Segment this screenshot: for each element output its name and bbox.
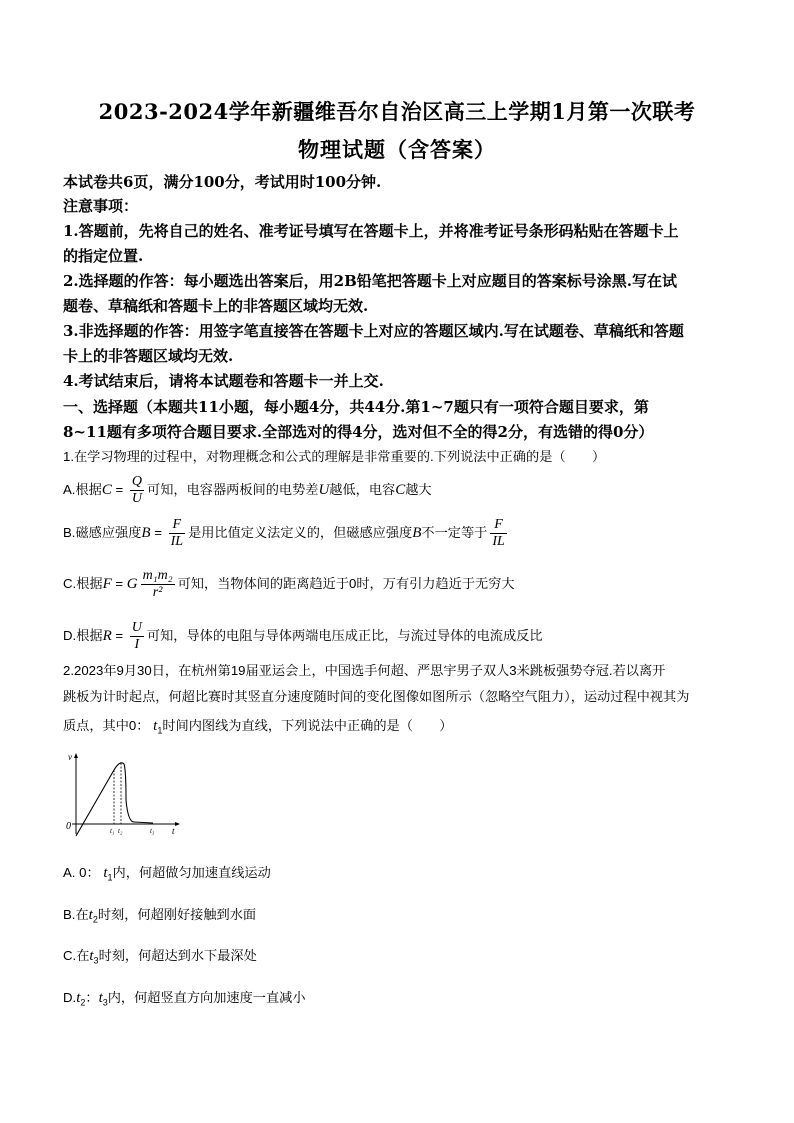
fraction-denominator: IL: [492, 534, 505, 550]
option-label: A.根据: [63, 482, 102, 497]
stem-text: 时间内图线为直线，下列说法中正确的是（ ）: [162, 718, 453, 733]
q2-option-a: [63, 863, 271, 888]
math-var: t: [76, 990, 81, 1006]
section-heading: 一、选择题（本题共11小题，每小题4分，共44分.第1~7题只有一项符合题目要求，第: [63, 398, 649, 416]
intro-text: 本试卷共6页，满分100分，考试用时100分钟.: [63, 173, 382, 191]
x-axis-label: t: [172, 826, 175, 836]
notice-line: 的指定位置.: [63, 247, 144, 265]
velocity-curve: [76, 763, 153, 836]
math-var: U: [318, 482, 330, 498]
t1-label: t₁: [110, 827, 115, 835]
option-label: B.磁感应强度: [63, 525, 142, 540]
option-label: C.根据: [63, 576, 103, 591]
subscript: 2: [80, 997, 86, 1008]
fraction-denominator: IL: [170, 534, 184, 550]
notice-line: 1.答题前，先将自己的姓名、准考证号填写在答题卡上，并将准考证号条形码粘贴在答题卡上: [63, 222, 679, 240]
origin-label: 0: [66, 821, 71, 832]
math-var: B: [141, 525, 151, 541]
fraction: [130, 474, 144, 507]
math-var: F: [102, 576, 112, 592]
fraction-denominator: U: [131, 491, 143, 507]
fraction-numerator: U: [131, 620, 142, 636]
option-text: 不一定等于: [421, 525, 488, 540]
fraction-denominator: I: [134, 637, 140, 653]
option-text: 是用比值定义法定义的，但磁感应强度: [188, 525, 413, 540]
q1-option-d: D.根据R = $\frac{U}{I}$ 可知，导体的电阻与导体两端电压成正比，与流过导体的电流成反比: [63, 620, 543, 653]
fraction: [169, 517, 185, 550]
option-label: D.根据: [63, 628, 103, 643]
q1-option-a: A.根据C = $\frac{Q}{U}$ 可知，电容器两板间的电势差U越低，电容C越大: [63, 474, 432, 507]
subscript: 1: [107, 872, 113, 883]
section-heading: 8~11题有多项符合题目要求.全部选对的得4分，选对但不全的得2分，有选错的得0分）: [63, 423, 654, 441]
q2-option-c: [63, 946, 257, 971]
fraction-denominator: r²: [152, 585, 163, 601]
math-var: t: [88, 907, 93, 923]
option-text: 时刻，何超达到水下最深处: [98, 948, 257, 963]
q2-option-b: [63, 905, 256, 930]
option-label: A. 0：: [63, 865, 100, 880]
fraction: [490, 517, 506, 550]
math-var: C: [395, 482, 406, 498]
option-label: D.: [63, 990, 77, 1005]
subscript: 2: [92, 914, 98, 925]
math-var: t: [153, 718, 158, 734]
math-var: t: [103, 865, 108, 881]
page-title: 2023-2024学年新疆维吾尔自治区高三上学期1月第一次联考: [98, 99, 696, 124]
notice-line: 题卷、草稿纸和答题卡上的非答题区域均无效.: [63, 297, 369, 315]
q1-stem: 1.在学习物理的过程中，对物理概念和公式的理解是非常重要的.下列说法中正确的是（ ）: [63, 449, 606, 464]
option-label: C.在: [63, 948, 90, 963]
fraction-numerator: F: [490, 517, 506, 534]
notice-line: 2.选择题的作答：每小题选出答案后，用2B铅笔把答题卡上对应题目的答案标号涂黑.写在试: [63, 272, 678, 290]
math-var: t: [98, 990, 103, 1006]
q2-option-d: [63, 988, 306, 1013]
option-text: 可知，电容器两板间的电势差: [147, 482, 319, 497]
stem-text: 质点，其中0：: [63, 718, 150, 733]
y-axis-arrow-icon: [74, 753, 78, 758]
notice-line: 4.考试结束后，请将本试题卷和答题卡一并上交.: [63, 372, 384, 390]
math-var: R: [102, 628, 112, 644]
subscript: 1: [157, 725, 163, 736]
t2-label: t₂: [118, 827, 123, 835]
page-subtitle: 物理试题（含答案）: [298, 137, 496, 162]
fraction-numerator: m₁m₂: [142, 568, 173, 584]
option-text: 越大: [405, 482, 432, 497]
t3-label: t₃: [150, 827, 155, 835]
y-axis-label: v: [68, 752, 72, 762]
math-var: C: [101, 482, 112, 498]
q2-stem-line: 2.2023年9月30日，在杭州第19届亚运会上，中国选手何超、严思宇男子双人3米跳板强势夺冠.若以离开: [63, 663, 666, 678]
option-text: 越低，电容: [329, 482, 396, 497]
math-var: B: [412, 525, 422, 541]
fraction-numerator: Q: [131, 474, 143, 490]
fraction-numerator: F: [169, 517, 185, 534]
notice-line: 3.非选择题的作答：用签字笔直接答在答题卡上对应的答题区域内.写在试题卷、草稿纸和答题: [63, 322, 684, 340]
velocity-time-graph: [62, 750, 184, 838]
q2-stem-line: [63, 716, 452, 741]
option-text: 可知，导体的电阻与导体两端电压成正比，与流过导体的电流成反比: [146, 628, 543, 643]
x-axis-arrow-icon: [175, 822, 180, 826]
subscript: 3: [93, 955, 99, 966]
notice-line: 卡上的非答题区域均无效.: [63, 347, 234, 365]
q1-option-b: B.磁感应强度B = $\frac{F}{IL}$ 是用比值定义法定义的，但磁感应强度B不一定等于 $\frac{F}{IL}$: [63, 517, 505, 550]
q2-stem-line: 跳板为计时起点，何超比赛时其竖直分速度随时间的变化图像如图所示（忽略空气阻力），运动过程中视其为: [63, 689, 690, 704]
math-var: G: [126, 576, 138, 592]
option-text: 内，何超做匀加速直线运动: [112, 865, 271, 880]
option-text: ：: [85, 990, 99, 1005]
option-text: 可知，当物体间的距离趋近于0时，万有引力趋近于无穷大: [177, 576, 515, 591]
fraction: [141, 568, 175, 601]
q1-option-c: C.根据F = G $\frac{\text{m₁m₂}}{\text{r²}}$ 可知，当物体间的距离趋近于0时，万有引力趋近于无穷大: [63, 568, 515, 601]
subscript: 3: [102, 997, 108, 1008]
math-var: t: [89, 948, 94, 964]
option-text: 内，何超竖直方向加速度一直减小: [107, 990, 306, 1005]
option-text: 时刻，何超刚好接触到水面: [97, 907, 257, 922]
option-label: B.在: [63, 907, 89, 922]
fraction: [130, 620, 144, 653]
notice-heading: 注意事项：: [63, 197, 139, 215]
